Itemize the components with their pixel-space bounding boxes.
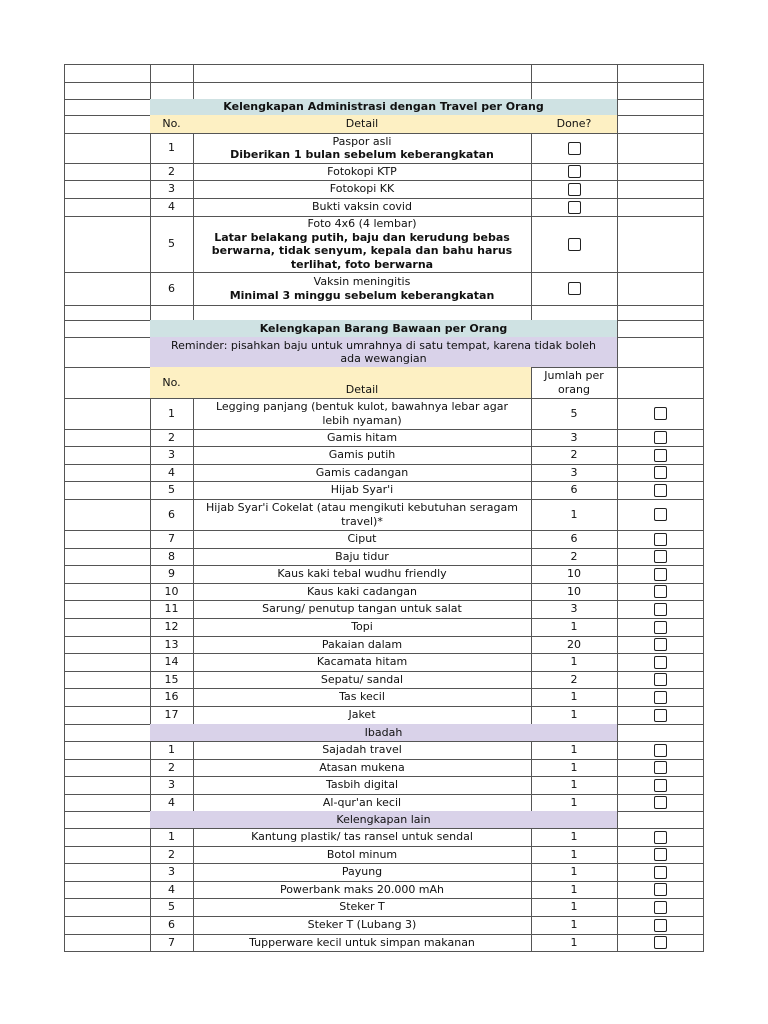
- checkbox[interactable]: [654, 466, 667, 479]
- admin-section-title: Kelengkapan Administrasi dengan Travel per Orang: [150, 99, 618, 116]
- checkbox[interactable]: [568, 282, 581, 295]
- empty-cell: [617, 305, 704, 321]
- ibadah-check-cell: [617, 776, 704, 795]
- barang-check-cell: [617, 548, 704, 566]
- empty-cell: [64, 828, 151, 847]
- admin-detail-text: Foto 4x6 (4 lembar): [307, 217, 417, 230]
- barang-header-detail: Detail: [193, 367, 532, 399]
- barang-row-qty: 1: [531, 653, 618, 672]
- checkbox[interactable]: [654, 848, 667, 861]
- barang-row-detail: Kaus kaki cadangan: [193, 583, 532, 601]
- empty-cell: [64, 934, 151, 952]
- checkbox[interactable]: [654, 508, 667, 521]
- barang-row-qty: 2: [531, 446, 618, 465]
- checkbox[interactable]: [568, 201, 581, 214]
- empty-cell: [150, 305, 194, 321]
- barang-check-cell: [617, 446, 704, 465]
- barang-row-no: 9: [150, 565, 194, 584]
- barang-check-cell: [617, 565, 704, 584]
- ibadah-row-no: 3: [150, 776, 194, 795]
- barang-row-qty: 10: [531, 583, 618, 601]
- barang-row-no: 3: [150, 446, 194, 465]
- checkbox[interactable]: [654, 638, 667, 651]
- barang-row-qty: 2: [531, 671, 618, 689]
- empty-cell: [531, 305, 618, 321]
- barang-row-detail: Gamis hitam: [193, 429, 532, 447]
- admin-row-detail: [193, 216, 532, 273]
- admin-detail-text: Fotokopi KTP: [327, 164, 397, 178]
- lain-row-no: 2: [150, 846, 194, 864]
- admin-done-cell: [531, 272, 618, 306]
- admin-row-detail: [193, 180, 532, 199]
- barang-check-cell: [617, 499, 704, 531]
- ibadah-row-detail: Atasan mukena: [193, 759, 532, 777]
- lain-row-detail: Kantung plastik/ tas ransel untuk sendal: [193, 828, 532, 847]
- lain-row-detail: Powerbank maks 20.000 mAh: [193, 881, 532, 899]
- checkbox[interactable]: [654, 831, 667, 844]
- checkbox[interactable]: [654, 484, 667, 497]
- empty-cell: [531, 82, 618, 100]
- barang-row-no: 12: [150, 618, 194, 637]
- barang-row-qty: 10: [531, 565, 618, 584]
- lain-check-cell: [617, 916, 704, 935]
- barang-row-no: 2: [150, 429, 194, 447]
- empty-cell: [64, 548, 151, 566]
- empty-cell: [64, 180, 151, 199]
- barang-check-cell: [617, 530, 704, 549]
- empty-cell: [531, 64, 618, 83]
- empty-cell: [64, 898, 151, 917]
- empty-cell: [193, 64, 532, 83]
- barang-row-detail: Sepatu/ sandal: [193, 671, 532, 689]
- checkbox[interactable]: [654, 919, 667, 932]
- admin-detail-note: Diberikan 1 bulan sebelum keberangkatan: [230, 148, 494, 161]
- barang-row-qty: 1: [531, 688, 618, 707]
- lain-row-qty: 1: [531, 846, 618, 864]
- admin-detail-text: Fotokopi KK: [329, 182, 395, 196]
- admin-row-no: 6: [150, 272, 194, 306]
- empty-cell: [617, 724, 704, 742]
- empty-cell: [64, 653, 151, 672]
- checkbox[interactable]: [654, 673, 667, 686]
- barang-row-qty: 3: [531, 600, 618, 619]
- checkbox[interactable]: [654, 691, 667, 704]
- barang-check-cell: [617, 688, 704, 707]
- barang-check-cell: [617, 636, 704, 654]
- lain-row-no: 4: [150, 881, 194, 899]
- lain-row-no: 7: [150, 934, 194, 952]
- lain-check-cell: [617, 846, 704, 864]
- barang-row-detail: Topi: [193, 618, 532, 637]
- barang-row-qty: 1: [531, 706, 618, 725]
- barang-row-no: 7: [150, 530, 194, 549]
- empty-cell: [64, 464, 151, 482]
- admin-row-no: 2: [150, 163, 194, 181]
- barang-row-qty: 1: [531, 499, 618, 531]
- empty-cell: [617, 320, 704, 338]
- admin-detail-text: Paspor asli: [332, 134, 392, 148]
- lain-row-qty: 1: [531, 916, 618, 935]
- empty-cell: [64, 367, 151, 399]
- admin-header-no: No.: [150, 115, 194, 134]
- empty-cell: [617, 133, 704, 164]
- ibadah-row-no: 2: [150, 759, 194, 777]
- ibadah-row-detail: Sajadah travel: [193, 741, 532, 760]
- empty-cell: [64, 618, 151, 637]
- empty-cell: [617, 272, 704, 306]
- checkbox[interactable]: [654, 883, 667, 896]
- checkbox[interactable]: [654, 550, 667, 563]
- ibadah-check-cell: [617, 759, 704, 777]
- admin-header-detail: Detail: [193, 115, 532, 134]
- ibadah-row-qty: 1: [531, 776, 618, 795]
- empty-cell: [617, 99, 704, 116]
- lain-row-qty: 1: [531, 898, 618, 917]
- barang-row-detail: Hijab Syar'i Cokelat (atau mengikuti kebutuhan seragam travel)*: [193, 499, 532, 531]
- admin-detail-note: Minimal 3 minggu sebelum keberangkatan: [229, 288, 495, 302]
- lain-check-cell: [617, 828, 704, 847]
- empty-cell: [64, 811, 151, 829]
- barang-row-qty: 1: [531, 618, 618, 637]
- ibadah-row-qty: 1: [531, 794, 618, 812]
- barang-check-cell: [617, 398, 704, 430]
- ibadah-row-qty: 1: [531, 741, 618, 760]
- barang-row-no: 6: [150, 499, 194, 531]
- lain-row-qty: 1: [531, 934, 618, 952]
- ibadah-row-no: 4: [150, 794, 194, 812]
- admin-done-cell: [531, 198, 618, 217]
- barang-row-no: 13: [150, 636, 194, 654]
- empty-cell: [64, 846, 151, 864]
- checkbox[interactable]: [654, 744, 667, 757]
- empty-cell: [64, 337, 151, 368]
- barang-row-detail: Gamis putih: [193, 446, 532, 465]
- barang-check-cell: [617, 583, 704, 601]
- checkbox[interactable]: [568, 238, 581, 251]
- barang-row-qty: 3: [531, 464, 618, 482]
- empty-cell: [64, 446, 151, 465]
- empty-cell: [617, 115, 704, 134]
- empty-cell: [64, 530, 151, 549]
- barang-row-qty: 6: [531, 530, 618, 549]
- checkbox[interactable]: [654, 533, 667, 546]
- lain-row-detail: Steker T: [193, 898, 532, 917]
- empty-cell: [64, 600, 151, 619]
- admin-row-no: 1: [150, 133, 194, 164]
- empty-cell: [64, 565, 151, 584]
- checkbox[interactable]: [568, 165, 581, 178]
- barang-row-no: 8: [150, 548, 194, 566]
- lain-check-cell: [617, 881, 704, 899]
- barang-check-cell: [617, 706, 704, 725]
- barang-row-detail: Jaket: [193, 706, 532, 725]
- empty-cell: [64, 133, 151, 164]
- checkbox[interactable]: [654, 761, 667, 774]
- barang-row-qty: 2: [531, 548, 618, 566]
- admin-done-cell: [531, 180, 618, 199]
- empty-cell: [617, 337, 704, 368]
- barang-check-cell: [617, 653, 704, 672]
- barang-row-no: 15: [150, 671, 194, 689]
- barang-check-cell: [617, 464, 704, 482]
- checkbox[interactable]: [654, 779, 667, 792]
- barang-header-qty: Jumlah per orang: [531, 367, 618, 399]
- empty-cell: [617, 198, 704, 217]
- empty-cell: [64, 776, 151, 795]
- empty-cell: [617, 367, 704, 399]
- empty-cell: [64, 64, 151, 83]
- checkbox[interactable]: [654, 407, 667, 420]
- lain-row-qty: 1: [531, 863, 618, 882]
- admin-header-done: Done?: [531, 115, 618, 134]
- empty-cell: [64, 636, 151, 654]
- empty-cell: [64, 320, 151, 338]
- admin-done-cell: [531, 216, 618, 273]
- empty-cell: [64, 706, 151, 725]
- barang-row-detail: Gamis cadangan: [193, 464, 532, 482]
- empty-cell: [617, 163, 704, 181]
- barang-row-no: 11: [150, 600, 194, 619]
- empty-cell: [617, 216, 704, 273]
- lain-row-qty: 1: [531, 828, 618, 847]
- empty-cell: [150, 64, 194, 83]
- empty-cell: [64, 741, 151, 760]
- lain-row-no: 3: [150, 863, 194, 882]
- empty-cell: [64, 916, 151, 935]
- lain-row-detail: Botol minum: [193, 846, 532, 864]
- empty-cell: [193, 82, 532, 100]
- barang-row-no: 16: [150, 688, 194, 707]
- empty-cell: [64, 759, 151, 777]
- barang-row-no: 14: [150, 653, 194, 672]
- ibadah-row-no: 1: [150, 741, 194, 760]
- empty-cell: [150, 82, 194, 100]
- checkbox[interactable]: [654, 603, 667, 616]
- barang-row-detail: Baju tidur: [193, 548, 532, 566]
- barang-check-cell: [617, 618, 704, 637]
- admin-row-detail: [193, 272, 532, 306]
- empty-cell: [64, 163, 151, 181]
- admin-detail-text: Bukti vaksin covid: [312, 200, 412, 214]
- checkbox[interactable]: [654, 585, 667, 598]
- barang-row-qty: 6: [531, 481, 618, 500]
- admin-row-no: 4: [150, 198, 194, 217]
- barang-row-detail: Kacamata hitam: [193, 653, 532, 672]
- empty-cell: [64, 583, 151, 601]
- checkbox[interactable]: [654, 796, 667, 809]
- empty-cell: [64, 272, 151, 306]
- barang-header-no: No.: [150, 367, 194, 399]
- admin-row-no: 5: [150, 216, 194, 273]
- empty-cell: [64, 216, 151, 273]
- ibadah-row-detail: Al-qur'an kecil: [193, 794, 532, 812]
- checkbox[interactable]: [654, 936, 667, 949]
- empty-cell: [64, 398, 151, 430]
- checkbox[interactable]: [654, 709, 667, 722]
- barang-row-qty: 20: [531, 636, 618, 654]
- empty-cell: [64, 724, 151, 742]
- admin-done-cell: [531, 133, 618, 164]
- empty-cell: [64, 671, 151, 689]
- empty-cell: [64, 82, 151, 100]
- barang-row-no: 4: [150, 464, 194, 482]
- checkbox[interactable]: [654, 656, 667, 669]
- barang-row-no: 10: [150, 583, 194, 601]
- lain-row-no: 6: [150, 916, 194, 935]
- barang-row-detail: Ciput: [193, 530, 532, 549]
- barang-row-no: 17: [150, 706, 194, 725]
- empty-cell: [617, 82, 704, 100]
- admin-done-cell: [531, 163, 618, 181]
- empty-cell: [64, 688, 151, 707]
- ibadah-row-qty: 1: [531, 759, 618, 777]
- admin-row-detail: [193, 198, 532, 217]
- checkbox[interactable]: [654, 901, 667, 914]
- lain-row-no: 5: [150, 898, 194, 917]
- lain-check-cell: [617, 898, 704, 917]
- empty-cell: [64, 863, 151, 882]
- barang-reminder: Reminder: pisahkan baju untuk umrahnya di satu tempat, karena tidak boleh ada wewangian: [150, 337, 618, 368]
- lain-row-detail: Tupperware kecil untuk simpan makanan: [193, 934, 532, 952]
- lain-row-qty: 1: [531, 881, 618, 899]
- checkbox[interactable]: [654, 568, 667, 581]
- ibadah-row-detail: Tasbih digital: [193, 776, 532, 795]
- barang-check-cell: [617, 481, 704, 500]
- admin-row-detail: [193, 133, 532, 164]
- empty-cell: [64, 499, 151, 531]
- empty-cell: [64, 198, 151, 217]
- admin-detail-text: Vaksin meningitis: [313, 275, 411, 288]
- admin-row-detail: [193, 163, 532, 181]
- checkbox[interactable]: [654, 449, 667, 462]
- admin-row-no: 3: [150, 180, 194, 199]
- empty-cell: [64, 305, 151, 321]
- barang-row-detail: Kaus kaki tebal wudhu friendly: [193, 565, 532, 584]
- ibadah-check-cell: [617, 741, 704, 760]
- barang-row-detail: Tas kecil: [193, 688, 532, 707]
- empty-cell: [617, 64, 704, 83]
- barang-row-detail: Legging panjang (bentuk kulot, bawahnya lebar agar lebih nyaman): [193, 398, 532, 430]
- checkbox[interactable]: [654, 866, 667, 879]
- lain-row-detail: Payung: [193, 863, 532, 882]
- empty-cell: [64, 881, 151, 899]
- barang-section-title: Kelengkapan Barang Bawaan per Orang: [150, 320, 618, 338]
- lain-row-detail: Steker T (Lubang 3): [193, 916, 532, 935]
- empty-cell: [617, 180, 704, 199]
- barang-row-no: 1: [150, 398, 194, 430]
- empty-cell: [64, 481, 151, 500]
- checkbox[interactable]: [568, 183, 581, 196]
- barang-row-detail: Pakaian dalam: [193, 636, 532, 654]
- checkbox[interactable]: [654, 621, 667, 634]
- ibadah-check-cell: [617, 794, 704, 812]
- barang-row-no: 5: [150, 481, 194, 500]
- empty-cell: [64, 429, 151, 447]
- lain-row-no: 1: [150, 828, 194, 847]
- empty-cell: [193, 305, 532, 321]
- barang-check-cell: [617, 671, 704, 689]
- lain-check-cell: [617, 934, 704, 952]
- lain-section-title: Kelengkapan lain: [150, 811, 618, 829]
- barang-row-detail: Hijab Syar'i: [193, 481, 532, 500]
- checkbox[interactable]: [568, 142, 581, 155]
- barang-row-qty: 5: [531, 398, 618, 430]
- empty-cell: [64, 115, 151, 134]
- barang-row-qty: 3: [531, 429, 618, 447]
- empty-cell: [64, 794, 151, 812]
- barang-check-cell: [617, 429, 704, 447]
- barang-check-cell: [617, 600, 704, 619]
- empty-cell: [64, 99, 151, 116]
- barang-row-detail: Sarung/ penutup tangan untuk salat: [193, 600, 532, 619]
- checkbox[interactable]: [654, 431, 667, 444]
- lain-check-cell: [617, 863, 704, 882]
- empty-cell: [617, 811, 704, 829]
- admin-detail-note: Latar belakang putih, baju dan kerudung bebas berwarna, tidak senyum, kepala dan bahu harus terlihat, foto berwarna: [211, 230, 513, 271]
- ibadah-section-title: Ibadah: [150, 724, 618, 742]
